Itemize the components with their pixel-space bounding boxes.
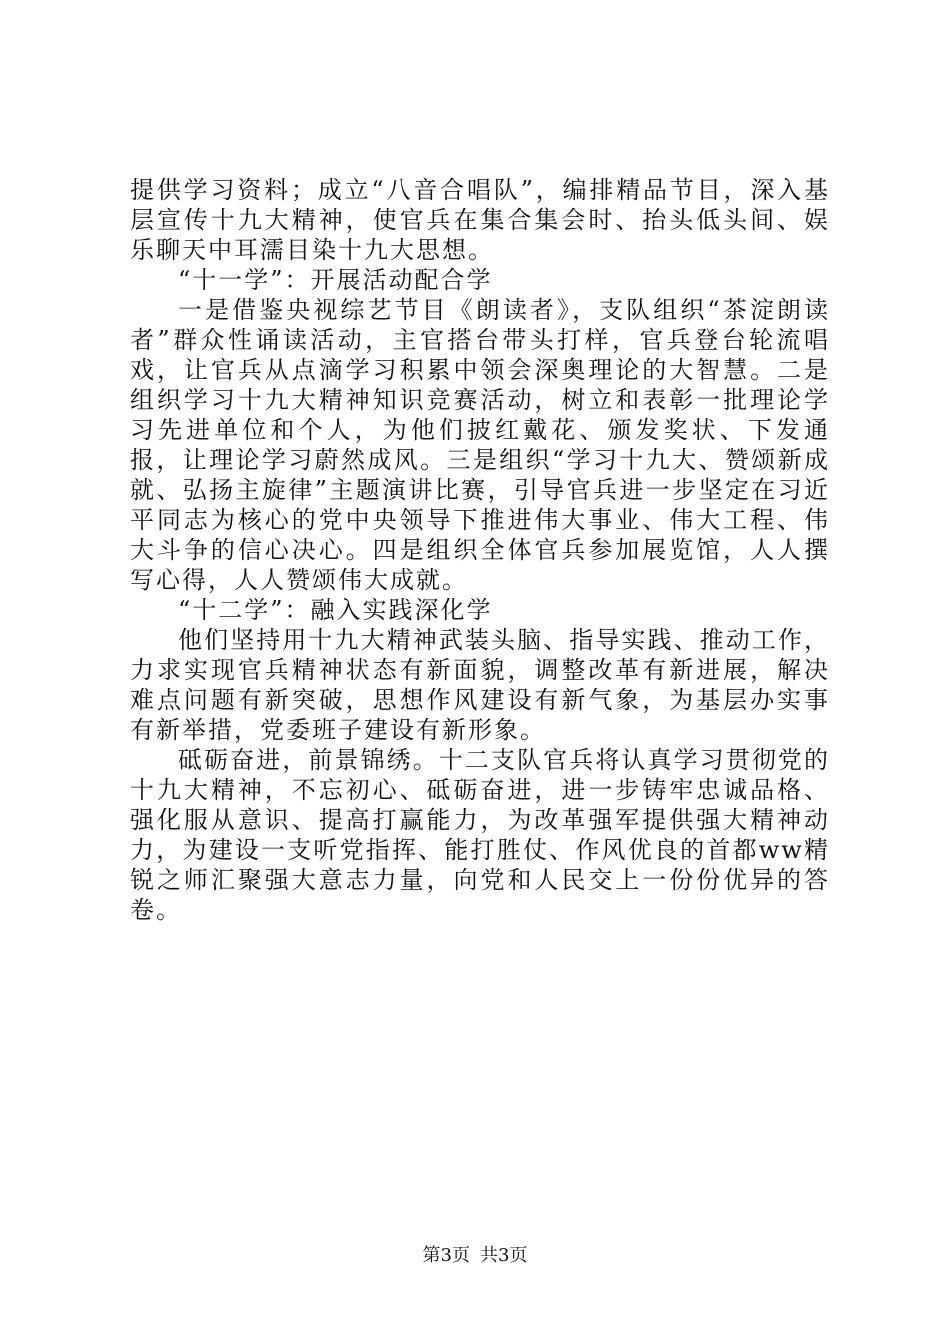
- page-total: 共3页: [480, 1245, 528, 1266]
- paragraph-continuation: 提供学习资料；成立“八音合唱队”，编排精品节目，深入基层宣传十九大精神，使官兵在集合集会时、抬头低头间、娱乐聊天中耳濡目染十九大思想。: [130, 176, 830, 264]
- section-heading-eleven: “十一学”：开展活动配合学: [178, 266, 493, 294]
- page-footer: [0, 1244, 950, 1268]
- document-body: [130, 175, 830, 925]
- page-number: 第3页: [422, 1245, 470, 1266]
- paragraph-activities: 一是借鉴央视综艺节目《朗读者》，支队组织“茶淀朗读者”群众性诵读活动，主官搭台带头打样，官兵登台轮流唱戏，让官兵从点滴学习积累中领会深奥理论的大智慧。二是组织学习十九大精神知识竞赛活动，树立和表彰一批理论学习先进单位和个人，为他们披红戴花、颁发奖状、下发通报，让理论学习蔚然成风。三是组织“学习十九大、赞颂新成就、弘扬主旋律”主题演讲比赛，引导官兵进一步坚定在习近平同志为核心的党中央领导下推进伟大事业、伟大工程、伟大斗争的信心决心。四是组织全体官兵参加展览馆，人人撰写心得，人人赞颂伟大成就。: [130, 296, 830, 594]
- paragraph-practice: 他们坚持用十九大精神武装头脑、指导实践、推动工作，力求实现官兵精神状态有新面貌，调整改革有新进展，解决难点问题有新突破，思想作风建设有新气象，为基层办实事有新举措，党委班子建设有新形象。: [130, 626, 830, 744]
- section-heading-twelve: “十二学”：融入实践深化学: [178, 596, 493, 624]
- paragraph-conclusion: 砥砺奋进，前景锦绣。十二支队官兵将认真学习贯彻党的十九大精神，不忘初心、砥砺奋进，进一步铸牢忠诚品格、强化服从意识、提高打赢能力，为改革强军提供强大精神动力，为建设一支听党指挥、能打胜仗、作风优良的首都ww精锐之师汇聚强大意志力量，向党和人民交上一份份优异的答卷。: [130, 746, 830, 924]
